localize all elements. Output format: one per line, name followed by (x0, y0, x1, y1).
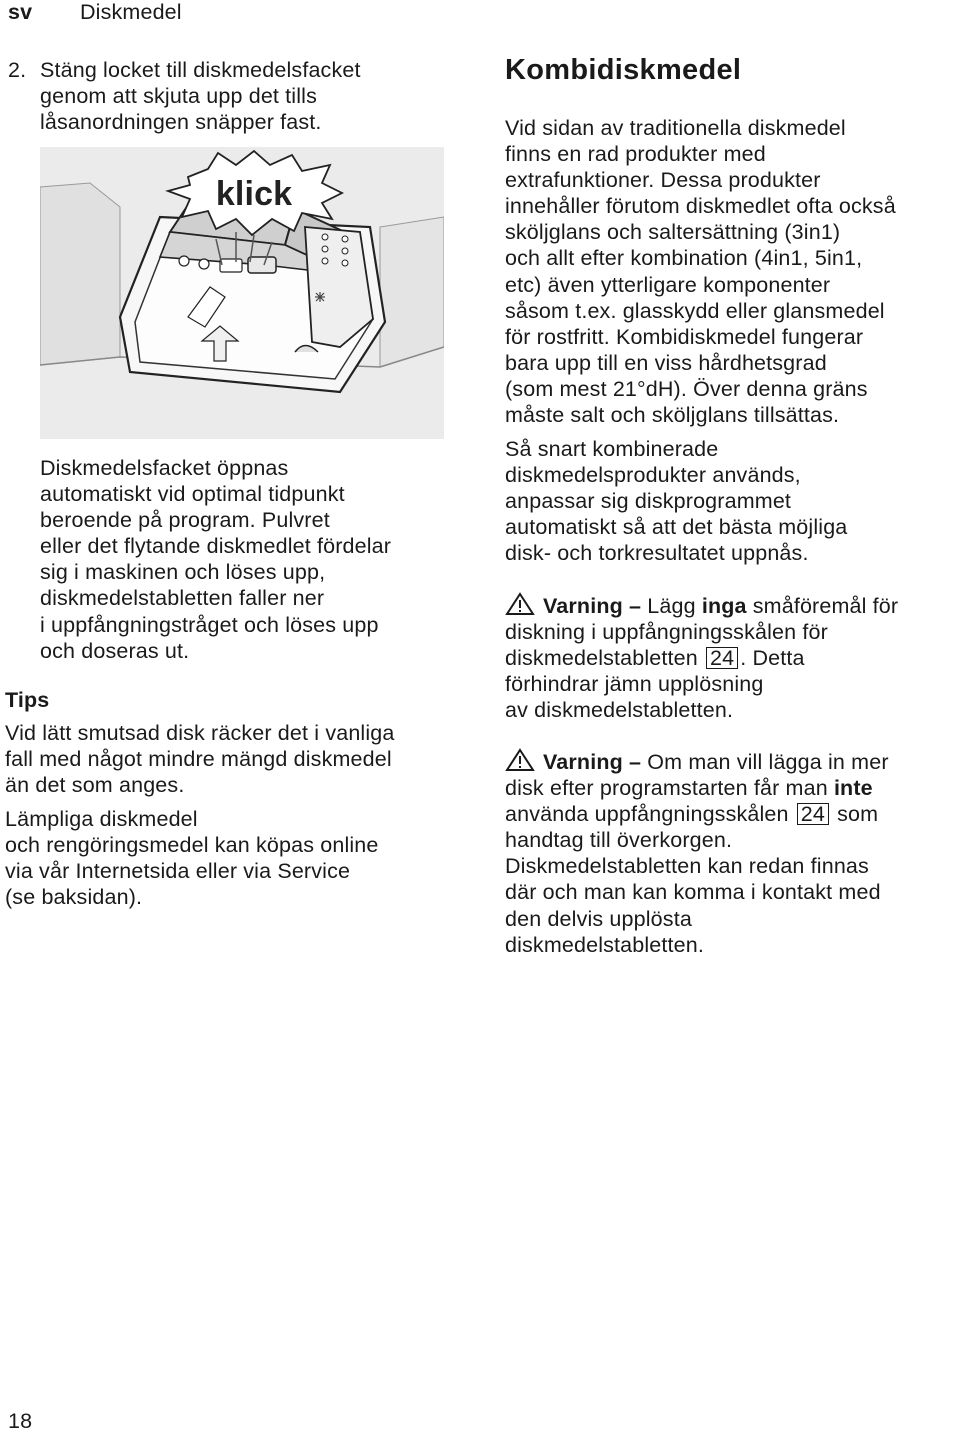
text-line: finns en rad produkter med (505, 142, 766, 167)
kombi-heading: Kombidiskmedel (505, 54, 742, 86)
step-line: låsanordningen snäpper fast. (40, 110, 322, 135)
text-line: såsom t.ex. glasskydd eller glansmedel (505, 298, 885, 323)
text-line: diskmedelstabletten faller ner (40, 586, 325, 611)
dispenser-description (40, 455, 480, 664)
warning-block-2 (505, 748, 960, 958)
text-line: fall med något mindre mängd diskmedel (5, 747, 392, 772)
step-line: genom att skjuta upp det tills (40, 84, 317, 109)
section-title: Diskmedel (80, 0, 182, 24)
text-line: Vid lätt smutsad disk räcker det i vanliga (5, 721, 395, 745)
text-line: Vid sidan av traditionella diskmedel (505, 116, 846, 140)
text-line: anpassar sig diskprogrammet (505, 489, 792, 514)
klick-callout: klick (215, 175, 293, 213)
text-line: och rengöringsmedel kan köpas online (5, 833, 379, 858)
warning-block-1 (505, 592, 960, 723)
text-line: innehåller förutom diskmedlet ofta också (505, 194, 896, 219)
text-line: diskmedelsprodukter används, (505, 463, 801, 488)
text-line: bara upp till en viss hårdhetsgrad (505, 350, 827, 375)
page-number: 18 (8, 1409, 33, 1433)
warning-triangle-icon (505, 748, 535, 772)
text-run: disk efter programstarten får man (505, 776, 834, 801)
text-run: använda uppfångningsskålen (505, 802, 795, 827)
text-line: etc) även ytterligare komponenter (505, 272, 831, 297)
tips-heading: Tips (5, 688, 50, 712)
text-line: av diskmedelstabletten. (505, 698, 734, 723)
text-line: för rostfritt. Kombidiskmedel fungerar (505, 324, 864, 349)
text-line: Så snart kombinerade (505, 437, 719, 461)
text-line: och allt efter kombination (4in1, 5in1, (505, 246, 863, 271)
text-line: och doseras ut. (40, 638, 190, 663)
tips-paragraph-1 (5, 720, 475, 798)
text-line: diskmedelstabletten. (505, 932, 704, 957)
text-run: . Detta (740, 646, 805, 671)
warning-dash: – (629, 594, 642, 618)
text-line: i uppfångningstråget och löses upp (40, 612, 379, 637)
text-line: än det som anges. (5, 773, 185, 798)
text-line: sig i maskinen och löses upp, (40, 560, 326, 585)
kombi-paragraph-1 (505, 115, 960, 428)
text-run: diskmedelstabletten (505, 646, 704, 671)
part-reference: 24 (706, 647, 738, 669)
warning-dash: – (629, 750, 642, 774)
text-line: handtag till överkorgen. (505, 828, 733, 853)
tips-paragraph-2 (5, 806, 475, 910)
text-line: där och man kan komma i kontakt med (505, 880, 881, 905)
step-number: 2. (8, 58, 27, 82)
text-run: som (830, 802, 879, 827)
text-line: måste salt och sköljglans tillsättas. (505, 403, 840, 428)
text-line: Diskmedelsfacket öppnas (40, 456, 289, 480)
warning-triangle-icon (505, 592, 535, 616)
text-line: den delvis upplösta (505, 906, 692, 931)
text-line: via vår Internetsida eller via Service (5, 859, 351, 884)
text-run: Om man vill lägga in mer (647, 750, 889, 774)
text-line: automatiskt vid optimal tidpunkt (40, 482, 345, 507)
warning-label: Varning (543, 594, 623, 618)
emphasis: inga (701, 594, 747, 618)
emphasis: inte (833, 776, 873, 801)
text-line: beroende på program. Pulvret (40, 508, 330, 533)
text-line: automatiskt så att det bästa möjliga (505, 515, 848, 540)
text-line: sköljglans och saltersättning (3in1) (505, 220, 841, 245)
language-code: sv (8, 0, 33, 24)
detergent-dispenser-illustration (40, 147, 444, 439)
text-run: småföremål för (746, 594, 899, 618)
text-line: extrafunktioner. Dessa produkter (505, 168, 821, 193)
text-line: Lämpliga diskmedel (5, 807, 198, 831)
text-line: (se baksidan). (5, 885, 143, 910)
text-run: Lägg (647, 594, 702, 618)
text-line: Diskmedelstabletten kan redan finnas (505, 854, 869, 879)
step-line: Stäng locket till diskmedelsfacket (40, 58, 361, 82)
text-line: förhindrar jämn upplösning (505, 672, 764, 697)
text-line: eller det flytande diskmedlet fördelar (40, 534, 392, 559)
warning-label: Varning (543, 750, 623, 774)
text-line: (som mest 21°dH). Över denna gräns (505, 376, 868, 401)
text-line: disk- och torkresultatet uppnås. (505, 541, 809, 566)
kombi-paragraph-2 (505, 436, 960, 566)
text-line: diskning i uppfångningsskålen för (505, 620, 828, 645)
step-2 (8, 57, 480, 135)
part-reference: 24 (797, 803, 829, 825)
